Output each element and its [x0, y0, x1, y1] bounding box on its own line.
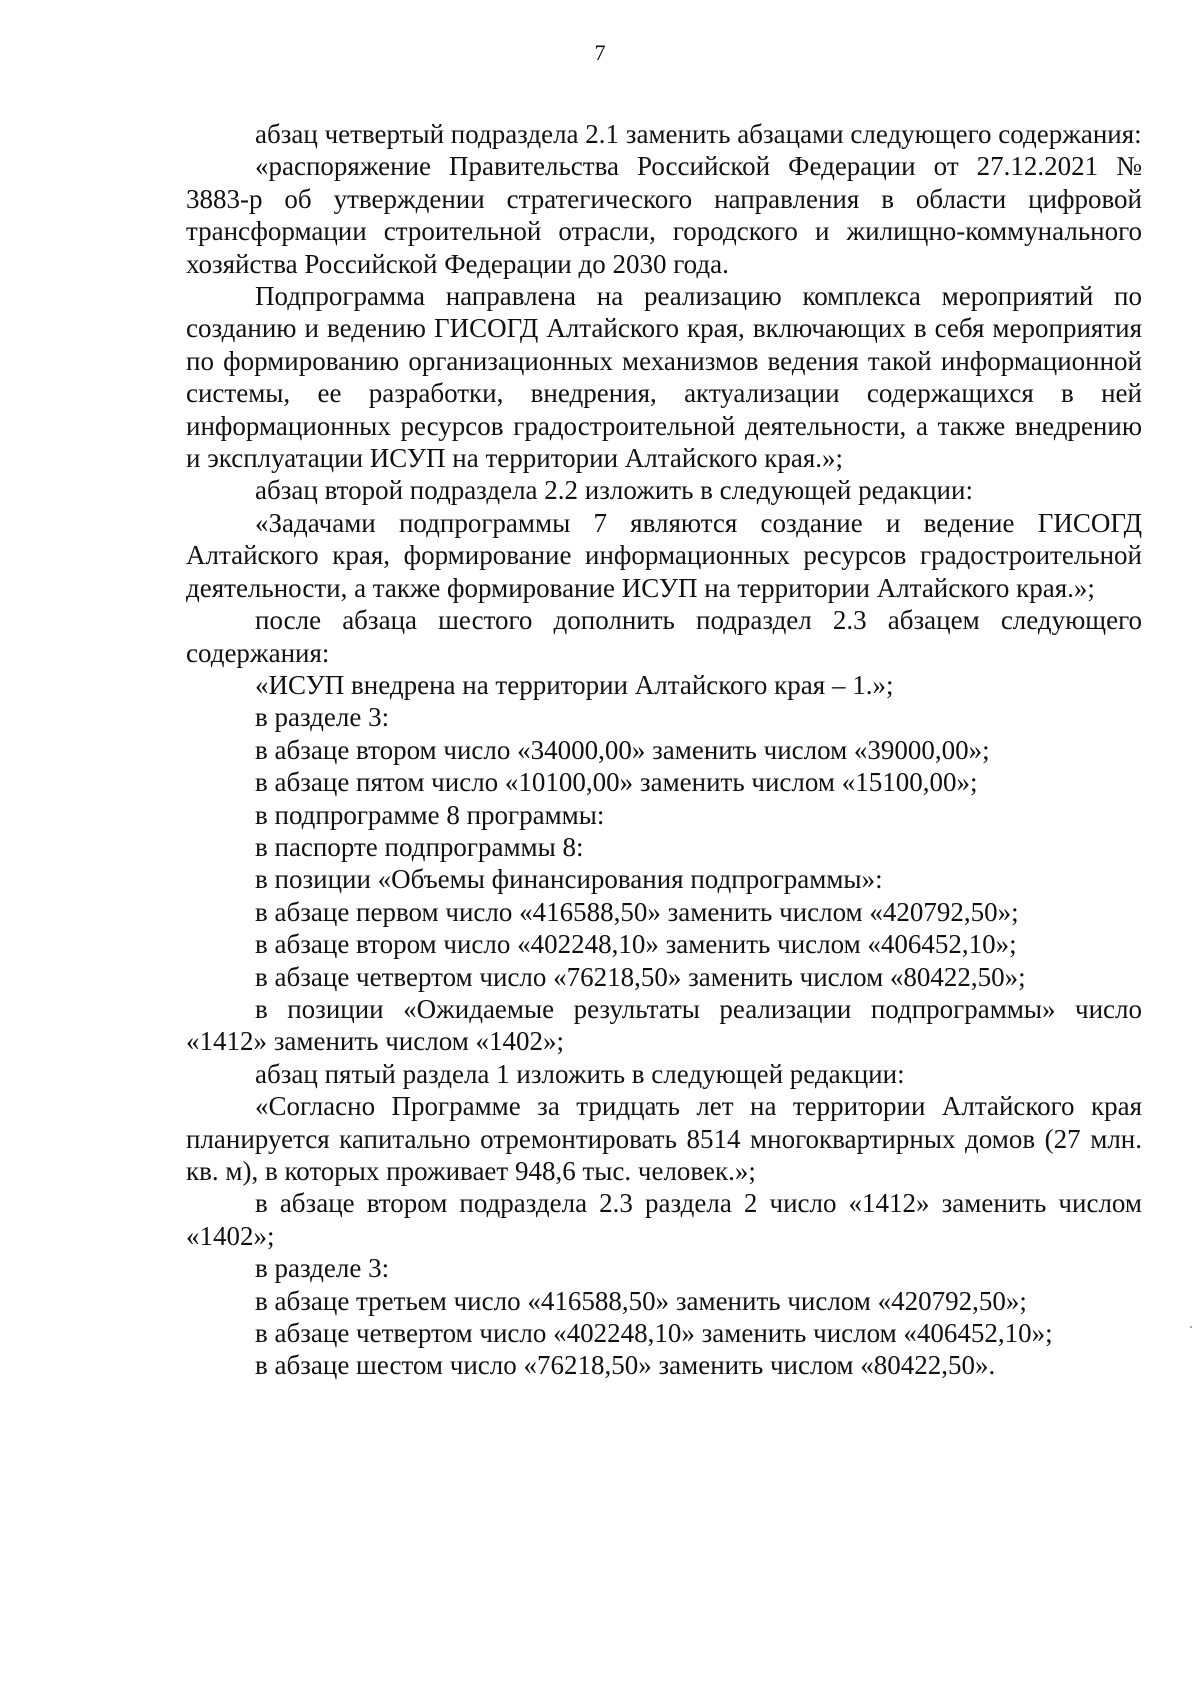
paragraph: абзац четвертый подраздела 2.1 заменить абзацами следующего содержания: [255, 119, 1142, 149]
scan-speck [1190, 1326, 1192, 1328]
paragraph: в абзаце втором число «402248,10» заменить числом «406452,10»; [255, 929, 1017, 960]
paragraph: в позиции «Ожидаемые результаты реализации подпрограммы» число «1412» заменить числом «1402»; [186, 993, 1142, 1057]
paragraph: в паспорте подпрограммы 8: [255, 831, 584, 862]
paragraph: в абзаце втором подраздела 2.3 раздела 2 число «1412» заменить числом «1402»; [186, 1188, 1142, 1251]
paragraph: в абзаце четвертом число «402248,10» заменить числом «406452,10»; [255, 1318, 1053, 1349]
paragraph: в разделе 3: [255, 1253, 390, 1284]
paragraph: в абзаце первом число «416588,50» заменить числом «420792,50»; [255, 896, 1019, 927]
paragraph: в абзаце четвертом число «76218,50» заменить числом «80422,50»; [255, 961, 1026, 992]
page-number: 7 [594, 40, 606, 65]
paragraph: абзац пятый раздела 1 изложить в следующей редакции: [255, 1058, 905, 1089]
paragraph: абзац второй подраздела 2.2 изложить в следующей редакции: [255, 475, 973, 506]
paragraph: в подпрограмме 8 программы: [255, 799, 605, 830]
paragraph: в позиции «Объемы финансирования подпрограммы»: [255, 864, 883, 895]
paragraph: в абзаце третьем число «416588,50» заменить числом «420792,50»; [255, 1285, 1027, 1316]
paragraph: «Задачами подпрограммы 7 являются создание и ведение ГИСОГД Алтайского края, формирование информационных ресурсов градостроительной деятельности, а также формирование ИСУП на территории Алтайского края.»; [186, 507, 1142, 603]
paragraph: «ИСУП внедрена на территории Алтайского края – 1.»; [255, 669, 894, 700]
paragraph: после абзаца шестого дополнить подраздел 2.3 абзацем следующего содержания: [186, 605, 1142, 668]
paragraph: «Согласно Программе за тридцать лет на территории Алтайского края планируется капитально отремонтировать 8514 многоквартирных домов (27 млн. кв. м), в которых проживает 948,6 тыс. человек.»; [186, 1091, 1142, 1186]
paragraph: «распоряжение Правительства Российской Федерации от 27.12.2021 № 3883-р об утверждении стратегического направления в области цифровой трансформации строительной отрасли, городского и жилищно-коммунального хозяйства Российской Федерации до 2030 года. [186, 151, 1142, 279]
document-body [186, 118, 1142, 1382]
paragraph: в абзаце пятом число «10100,00» заменить числом «15100,00»; [255, 767, 978, 798]
paragraph: в абзаце втором число «34000,00» заменить числом «39000,00»; [255, 734, 990, 765]
paragraph: в абзаце шестом число «76218,50» заменить числом «80422,50». [255, 1350, 996, 1381]
paragraph: Подпрограмма направлена на реализацию комплекса мероприятий по созданию и ведению ГИСОГД Алтайского края, включающих в себя мероприятия по формированию организационных механизмов ведения такой информационной системы, ее разработки, внедрения, актуализации содержащихся в ней информационных ресурсов градостроительной деятельности, а также внедрению и эксплуатации ИСУП на территории Алтайского края.»; [186, 281, 1142, 474]
paragraph: в разделе 3: [255, 702, 390, 733]
